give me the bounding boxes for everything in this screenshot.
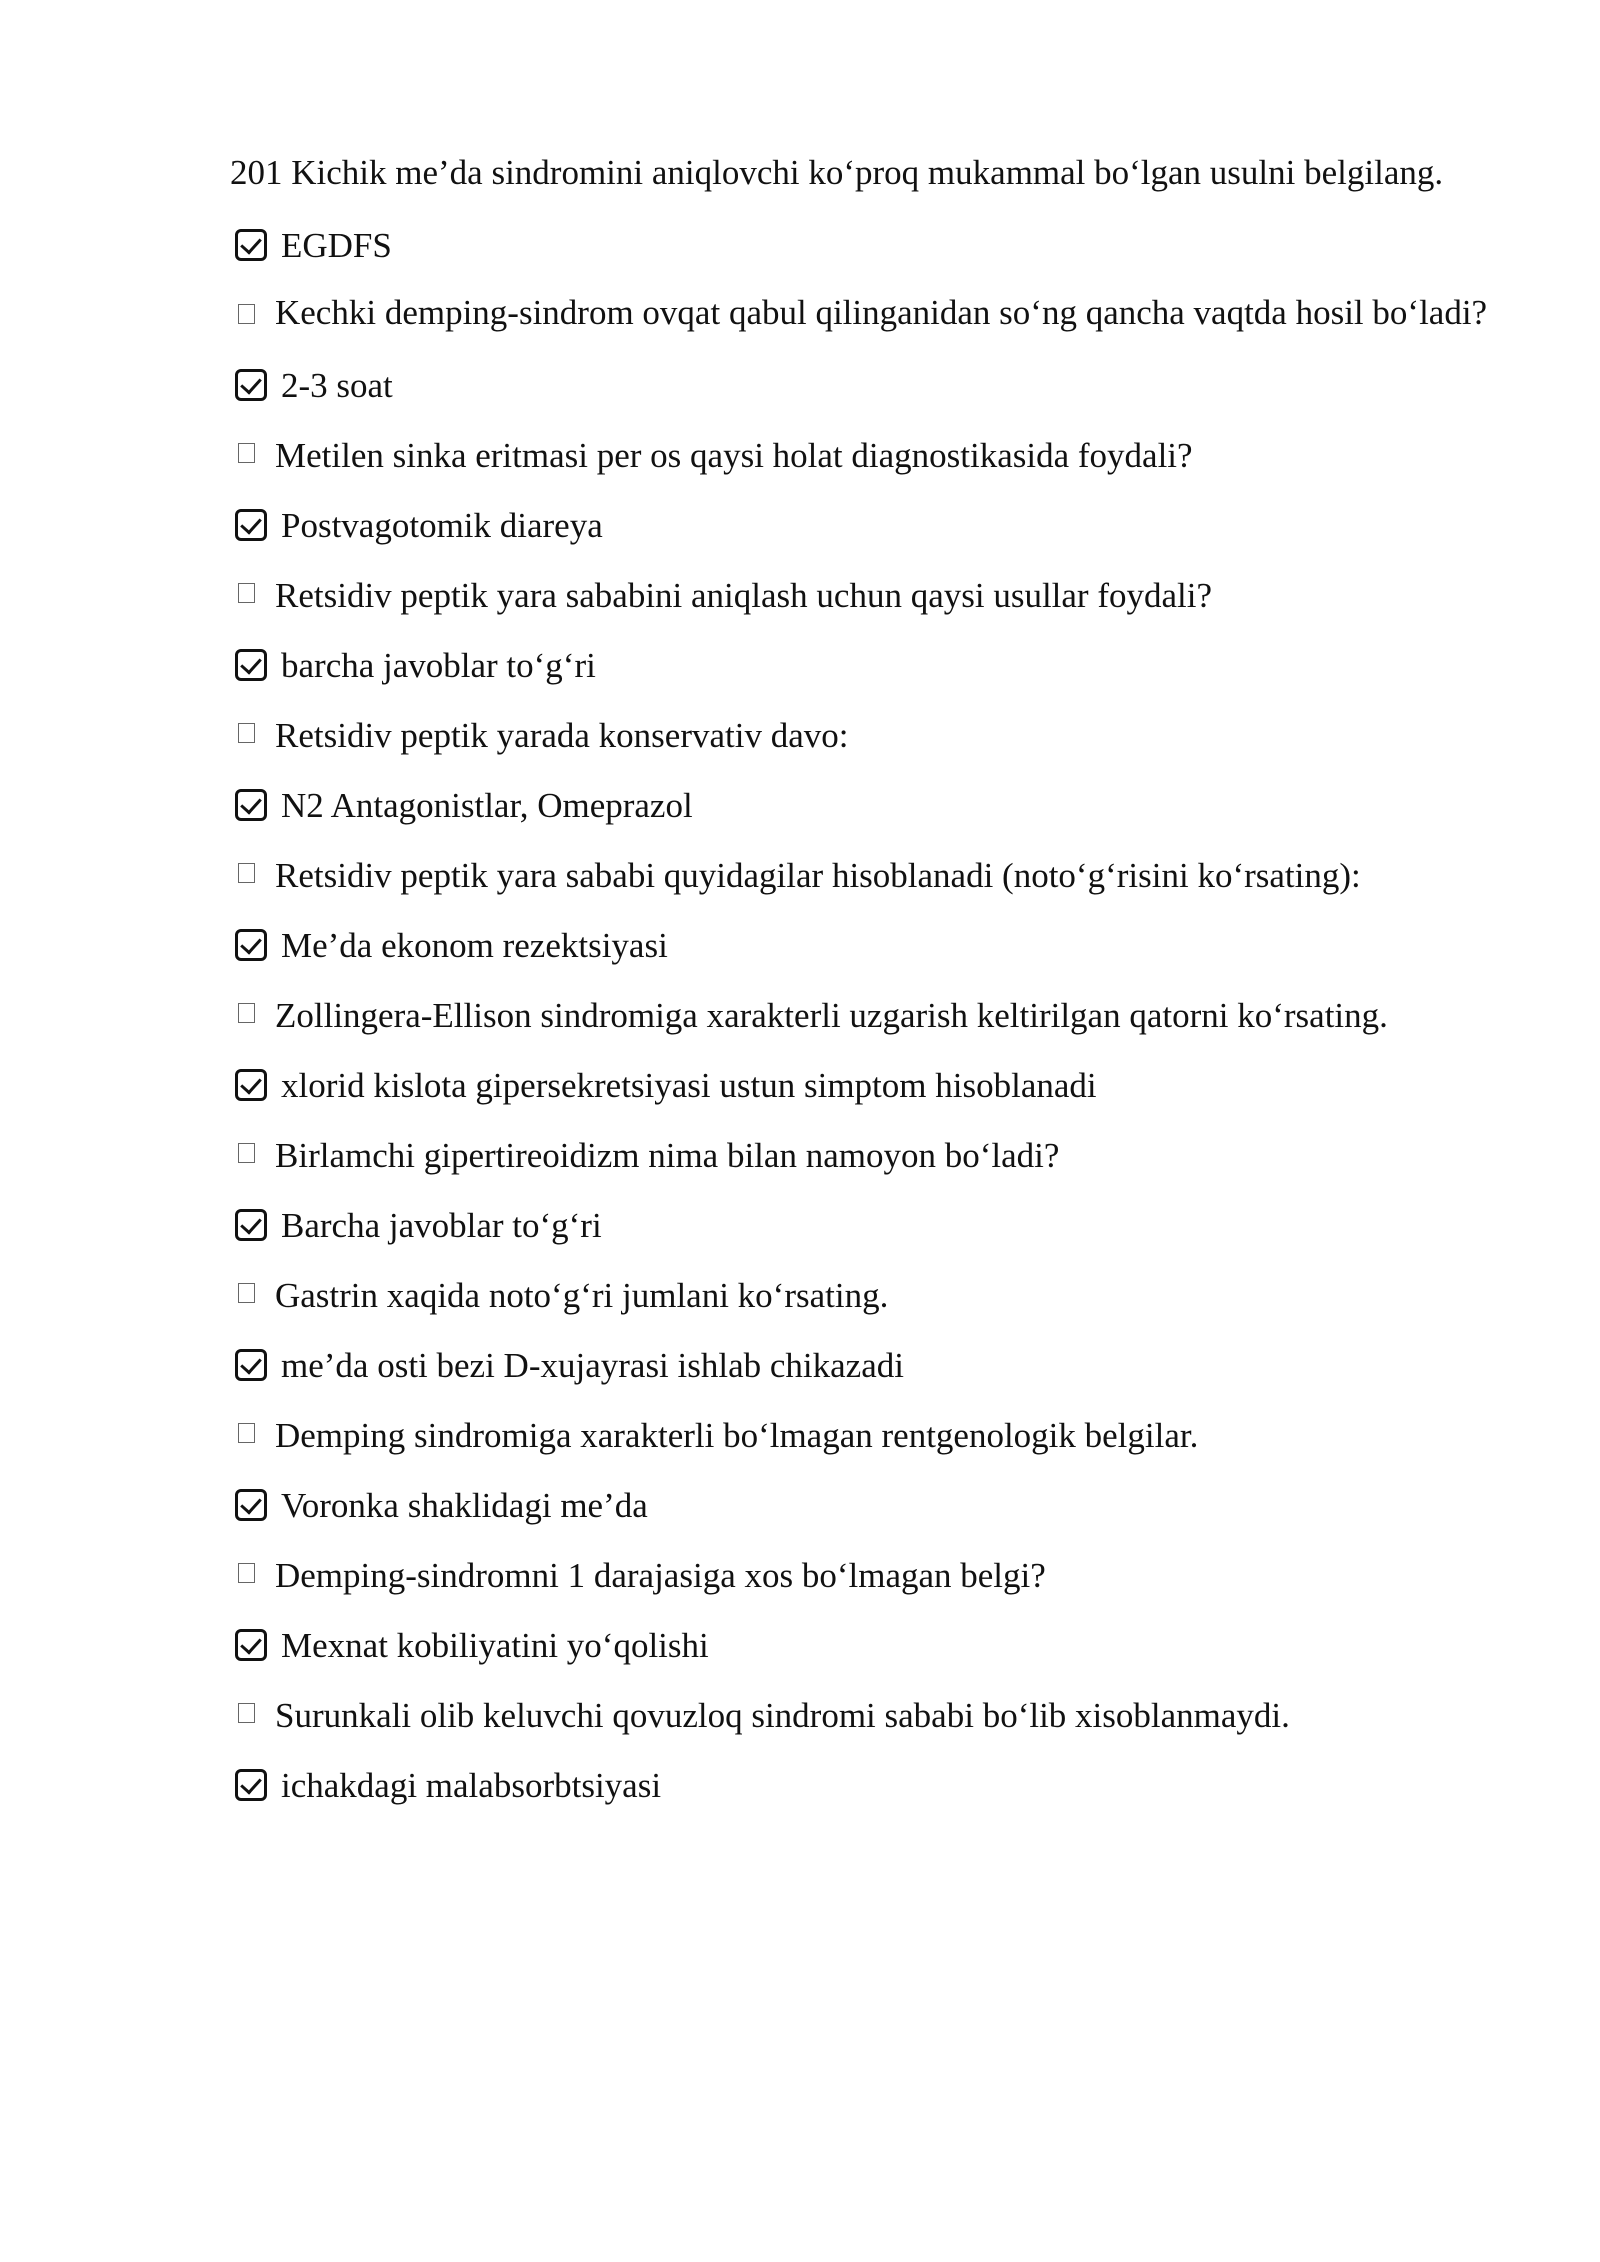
question-row [230, 280, 1520, 350]
question-row [230, 420, 1520, 490]
question-text: 201 Kichik me’da sindromini aniqlovchi ko‘proq mukammal bo‘lgan usulni belgilang. [230, 153, 1444, 192]
answer-row [230, 1190, 1520, 1260]
question-text: Demping sindromiga xarakterli bo‘lmagan rentgenologik belgilar. [275, 1415, 1199, 1455]
answer-text: Voronka shaklidagi me’da [281, 1485, 648, 1525]
answer-text: EGDFS [281, 225, 392, 265]
question-row [230, 1400, 1520, 1470]
checked-box-icon [235, 369, 267, 401]
question-list [230, 140, 1520, 1820]
question-text: Gastrin xaqida noto‘g‘ri jumlani ko‘rsating. [275, 1275, 889, 1315]
checked-box-icon [235, 649, 267, 681]
answer-row [230, 1050, 1520, 1120]
answer-row [230, 1610, 1520, 1680]
checked-box-icon [235, 1349, 267, 1381]
answer-row [230, 770, 1520, 840]
answer-text: Me’da ekonom rezektsiyasi [281, 925, 668, 965]
empty-box-icon [238, 1423, 255, 1443]
question-text: Kechki demping-sindrom ovqat qabul qilinganidan so‘ng qancha vaqtda hosil bo‘ladi? [275, 293, 1488, 332]
question-row [230, 980, 1520, 1050]
checked-box-icon [235, 1489, 267, 1521]
checked-box-icon [235, 229, 267, 261]
question-text: Retsidiv peptik yara sababini aniqlash uchun qaysi usullar foydali? [275, 575, 1213, 615]
question-row [230, 700, 1520, 770]
question-row [230, 1120, 1520, 1190]
answer-text: xlorid kislota gipersekretsiyasi ustun simptom hisoblanadi [281, 1065, 1097, 1105]
answer-text: me’da osti bezi D-xujayrasi ishlab chikazadi [281, 1345, 904, 1385]
empty-box-icon [238, 1143, 255, 1163]
empty-box-icon [238, 1003, 255, 1023]
answer-row [230, 490, 1520, 560]
question-row [230, 840, 1520, 910]
answer-row [230, 210, 1520, 280]
answer-text: barcha javoblar to‘g‘ri [281, 645, 596, 685]
empty-box-icon [238, 583, 255, 603]
question-row [230, 560, 1520, 630]
checked-box-icon [235, 1069, 267, 1101]
answer-row [230, 630, 1520, 700]
answer-row [230, 1470, 1520, 1540]
question-text: Demping-sindromni 1 darajasiga xos bo‘lmagan belgi? [275, 1555, 1046, 1595]
checked-box-icon [235, 789, 267, 821]
checked-box-icon [235, 1769, 267, 1801]
question-row [230, 1680, 1520, 1750]
question-text: Retsidiv peptik yara sababi quyidagilar hisoblanadi (noto‘g‘risini ko‘rsating): [275, 855, 1361, 895]
empty-box-icon [238, 863, 255, 883]
answer-row [230, 1750, 1520, 1820]
question-row [230, 1540, 1520, 1610]
question-text: Zollingera-Ellison sindromiga xarakterli uzgarish keltirilgan qatorni ko‘rsating. [275, 995, 1388, 1035]
empty-box-icon [238, 443, 255, 463]
answer-text: Postvagotomik diareya [281, 505, 603, 545]
empty-box-icon [238, 1283, 255, 1303]
empty-box-icon [238, 1703, 255, 1723]
answer-text: Mexnat kobiliyatini yo‘qolishi [281, 1625, 709, 1665]
answer-row [230, 910, 1520, 980]
checked-box-icon [235, 1629, 267, 1661]
question-text: Surunkali olib keluvchi qovuzloq sindromi sababi bo‘lib xisoblanmaydi. [275, 1695, 1290, 1735]
empty-box-icon [238, 723, 255, 743]
empty-box-icon [238, 304, 255, 324]
checked-box-icon [235, 509, 267, 541]
answer-text: N2 Antagonistlar, Omeprazol [281, 785, 693, 825]
checked-box-icon [235, 1209, 267, 1241]
answer-row [230, 1330, 1520, 1400]
question-row [230, 1260, 1520, 1330]
answer-text: ichakdagi malabsorbtsiyasi [281, 1765, 662, 1805]
question-text: Metilen sinka eritmasi per os qaysi holat diagnostikasida foydali? [275, 435, 1193, 475]
empty-box-icon [238, 1563, 255, 1583]
answer-row [230, 350, 1520, 420]
question-text: Retsidiv peptik yarada konservativ davo: [275, 715, 849, 755]
answer-text: 2-3 soat [281, 365, 393, 405]
checked-box-icon [235, 929, 267, 961]
question-text: Birlamchi gipertireoidizm nima bilan namoyon bo‘ladi? [275, 1135, 1060, 1175]
answer-text: Barcha javoblar to‘g‘ri [281, 1205, 602, 1245]
